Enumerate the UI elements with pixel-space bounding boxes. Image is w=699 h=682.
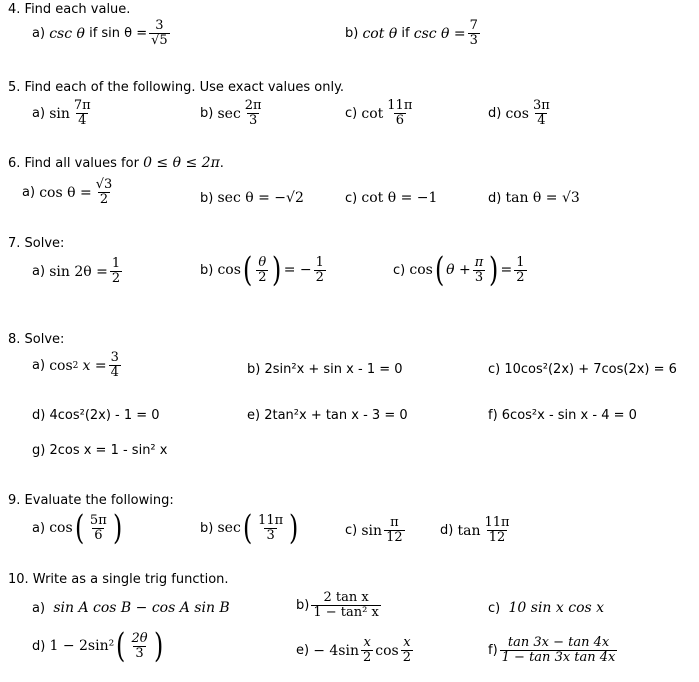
q7c-label: c)	[393, 262, 406, 278]
q6-heading: 6. Find all values for	[8, 155, 139, 171]
q8f: f) 6cos²x - sin x - 4 = 0	[488, 408, 637, 423]
q6c	[345, 190, 437, 206]
q8d: d) 4cos²(2x) - 1 = 0	[32, 408, 160, 423]
q9c-fraction: $\frac{\pi}{12}$	[386, 515, 403, 545]
q6-heading-row	[8, 155, 224, 171]
q8c: c) 10cos²(2x) + 7cos(2x) = 6	[488, 362, 677, 377]
q10e-label: e)	[296, 643, 310, 658]
q10f-label: f)	[488, 643, 498, 658]
q9a	[32, 508, 124, 548]
q9b-fn: sec	[217, 520, 241, 536]
q10a	[32, 600, 230, 616]
q7a	[32, 257, 124, 286]
q4b	[345, 19, 482, 48]
q5c	[345, 99, 416, 128]
q7c-inner: θ +	[446, 262, 471, 278]
q5a-label: a)	[32, 106, 46, 121]
q6b	[200, 190, 304, 206]
q10b-fraction: $\frac{\text{2 tan x}}{\text{1 − tan² x}}$	[313, 590, 379, 620]
q6d-eq: tan θ = √3	[505, 190, 580, 206]
q9c	[345, 516, 407, 545]
q10b	[296, 591, 383, 620]
q9b-right-paren-icon: )	[289, 508, 299, 548]
q9a-fraction: $\frac{5\pi}{6}$	[89, 512, 107, 543]
q5d-fraction: $\frac{3\pi}{4}$	[532, 98, 550, 128]
q10-heading: 10. Write as a single trig function.	[8, 572, 229, 587]
q4b-if: if	[401, 26, 410, 41]
q7b-eq: = −	[283, 262, 312, 278]
q10a-label: a)	[32, 600, 46, 616]
q8e: e) 2tan²x + tan x - 3 = 0	[247, 408, 408, 423]
q8a-exp: 2	[72, 360, 79, 371]
q8a-var: x =	[82, 357, 107, 374]
q5-heading: 5. Find each of the following. Use exact values only.	[8, 80, 345, 95]
q8a-fn: cos	[49, 357, 73, 374]
q10d-pre: 1 − 2sin²	[49, 638, 115, 654]
q4b-label: b)	[345, 26, 359, 41]
q5b-fraction: $\frac{2\pi}{3}$	[244, 98, 262, 128]
q7b-inner-fraction: $\frac{\theta}{2}$	[258, 254, 267, 285]
q10d-right-paren-icon: )	[153, 626, 163, 666]
q5d-label: d)	[488, 106, 502, 121]
q7a-label: a)	[32, 264, 46, 279]
q9d-fn: tan	[457, 522, 481, 539]
q7c-eq: =	[500, 262, 513, 278]
q9b	[200, 508, 300, 548]
q4a-label: a)	[32, 26, 46, 41]
q5a-fraction: $\frac{7\pi}{4}$	[73, 98, 91, 128]
q6a-fn: cos θ =	[39, 184, 92, 201]
q9c-fn: sin	[361, 522, 383, 539]
q5a	[32, 99, 95, 128]
q5b-label: b)	[200, 106, 214, 121]
q4a-fn: csc θ	[49, 25, 85, 42]
q5c-fn: cot	[361, 105, 384, 122]
q9b-fraction: $\frac{11\pi}{3}$	[258, 512, 284, 543]
q7b	[200, 250, 328, 290]
q6c-label: c)	[345, 190, 358, 206]
q10d-fraction: $\frac{2\theta}{3}$	[131, 630, 148, 661]
q10c-expr: 10 sin x cos x	[508, 600, 605, 616]
q10e-pre: − 4sin	[313, 642, 359, 659]
q7c-left-paren-icon: (	[434, 250, 445, 290]
q9d-label: d)	[440, 523, 454, 538]
q4a	[32, 19, 172, 48]
q10d-label: d)	[32, 638, 46, 654]
q4-heading: 4. Find each value.	[8, 2, 131, 17]
q9b-left-paren-icon: (	[242, 508, 253, 548]
q4b-fraction: $\frac{7}{3}$	[469, 18, 478, 48]
q7c	[393, 250, 529, 290]
q10d	[32, 626, 165, 666]
q5b-fn: sec	[217, 105, 241, 122]
q7-heading: 7. Solve:	[8, 236, 65, 251]
q6b-label: b)	[200, 190, 214, 206]
q7b-fraction: $\frac{1}{2}$	[315, 254, 324, 285]
q10e-fraction-1: $\frac{x}{2}$	[363, 635, 372, 665]
q6-dot: .	[219, 155, 224, 171]
q10e-fraction-2: $\frac{x}{2}$	[402, 635, 412, 665]
q6d	[488, 190, 580, 206]
q10c-label: c)	[488, 600, 501, 616]
q6d-label: d)	[488, 190, 502, 206]
q10a-expr: sin A cos B − cos A sin B	[53, 600, 230, 616]
q6-interval: 0 ≤ θ ≤ 2π	[143, 155, 220, 171]
q4a-fraction: $\frac{3}{√5}$	[151, 18, 168, 48]
q9-heading: 9. Evaluate the following:	[8, 493, 174, 508]
q8b: b) 2sin²x + sin x - 1 = 0	[247, 362, 403, 377]
q4b-cond: csc θ =	[413, 25, 466, 42]
q6a-label: a)	[22, 185, 36, 200]
q4b-fn: cot θ	[362, 25, 398, 42]
q8a-label: a)	[32, 358, 46, 373]
q10f-fraction: $\frac{\tan 3x - \tan 4x}{\text{1 − tan 3x tan 4x}}$	[501, 635, 616, 665]
q5c-label: c)	[345, 106, 358, 121]
q4a-cond: if sin θ =	[89, 26, 148, 41]
q8g: g) 2cos x = 1 - sin² x	[32, 443, 168, 458]
q6a	[22, 178, 116, 207]
q10f	[488, 636, 619, 665]
q10d-left-paren-icon: (	[116, 626, 126, 666]
q7c-right-paren-icon: )	[489, 250, 499, 290]
q7c-fn: cos	[409, 262, 433, 278]
q6c-eq: cot θ = −1	[361, 190, 438, 206]
q9d-fraction: $\frac{11\pi}{12}$	[484, 515, 510, 545]
q10e	[296, 636, 415, 665]
q9a-left-paren-icon: (	[74, 508, 84, 548]
q7b-left-paren-icon: (	[242, 250, 253, 290]
q9a-fn: cos	[49, 520, 73, 536]
q10b-label: b)	[296, 598, 310, 613]
q10e-mid: cos	[375, 642, 399, 659]
q7b-fn: cos	[217, 262, 241, 278]
q8a-fraction: $\frac{3}{4}$	[110, 350, 119, 380]
q9a-label: a)	[32, 520, 46, 536]
q8-heading: 8. Solve:	[8, 332, 65, 347]
q8a	[32, 351, 123, 380]
q6b-eq: sec θ = −√2	[217, 190, 304, 206]
q9a-right-paren-icon: )	[112, 508, 123, 548]
q6a-fraction: $\frac{√3}{2}$	[95, 177, 113, 207]
q5d-fn: cos	[505, 105, 529, 122]
q9d	[440, 516, 514, 545]
q7b-right-paren-icon: )	[272, 250, 282, 290]
q7c-inner-fraction: $\frac{\pi}{3}$	[474, 254, 484, 285]
q5d	[488, 99, 554, 128]
q9c-label: c)	[345, 523, 358, 538]
q9b-label: b)	[200, 520, 214, 536]
q7a-fraction: $\frac{1}{2}$	[111, 256, 121, 286]
q7a-fn: sin 2θ =	[49, 263, 108, 280]
q5a-fn: sin	[49, 105, 70, 122]
q10c	[488, 600, 604, 616]
q7c-fraction: $\frac{1}{2}$	[516, 254, 525, 285]
q5b	[200, 99, 266, 128]
q7b-label: b)	[200, 262, 214, 278]
q5c-fraction: $\frac{11\pi}{6}$	[387, 98, 413, 128]
